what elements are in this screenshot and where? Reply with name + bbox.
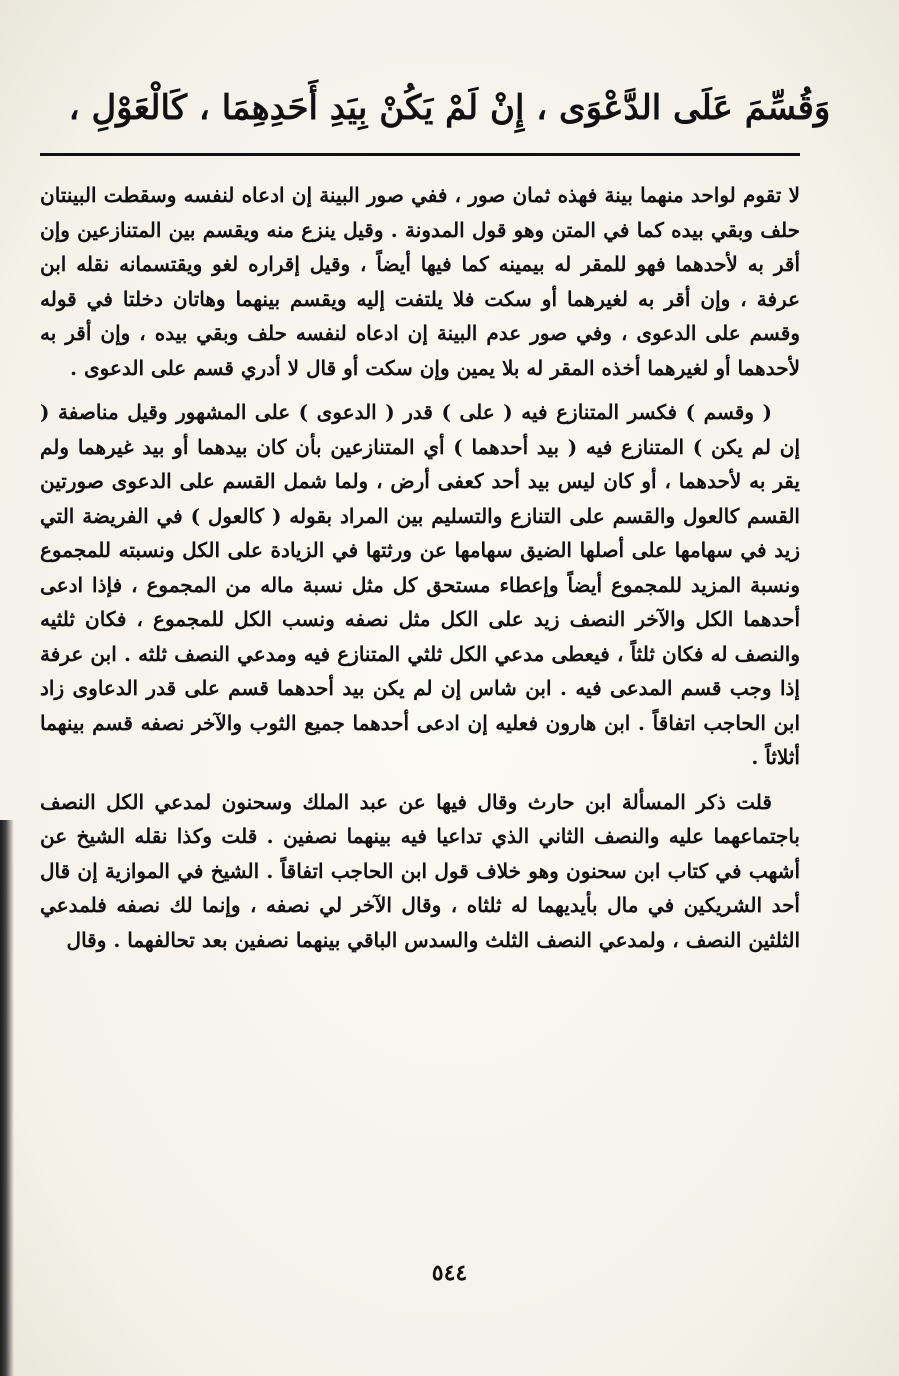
page-number: ٥٤٤ — [431, 1260, 468, 1286]
binding-shadow — [0, 820, 14, 1376]
verse-heading: وَقُسِّمَ عَلَى الدَّعْوَى ، إِنْ لَمْ يَكُنْ بِيَدِ أَحَدِهِمَا ، كَالْعَوْلِ ، — [68, 88, 831, 128]
paragraph-gap — [40, 775, 800, 785]
paragraph-2: ( وقسم ) فكسر المتنازع فيه ( على ) قدر ( الدعوى ) على المشهور وقيل مناصفة ( إن لم يكن ) المتنازع فيه ( بيد أحدهما ) أي المتنازعين بأن كان بيدهما أو بيد غيرهما ولم يقر به لأحدهما ، أو كان ليس بيد أحد كعفى أرض ، ولما شمل القسم على الدعوى صورتين القسم كالعول والقسم على التنازع والتسليم بين المراد بقوله ( كالعول ) في الفريضة التي زيد في سهامها على أصلها الضيق سهامها عن ورثتها في الزيادة على الكل ونسبته للمجموع ونسبة المزيد للمجموع أيضاً وإعطاء مستحق كل مثل نسبة ماله من المجموع ، فإذا ادعى أحدهما الكل والآخر النصف زيد على الكل مثل نصفه ونسب الكل للمجموع ، فكان ثلثيه والنصف له فكان ثلثاً ، فيعطى مدعي الكل ثلثي المتنازع فيه ومدعي النصف ثلثه . ابن عرفة إذا وجب قسم المدعى فيه . ابن شاس إن لم يكن بيد أحدهما قسم على قدر الدعاوى زاد ابن الحاجب اتفاقاً . ابن هارون فعليه إن ادعى أحدهما جميع الثوب والآخر نصفه قسم بينهما أثلاثاً . — [40, 400, 800, 769]
paragraph-1: لا تقوم لواحد منهما بينة فهذه ثمان صور ، ففي صور البينة إن ادعاه لنفسه وسقطت البينتان حلف وبقي بيده كما في المتن وهو قول المدونة . وقيل ينزع منه ويقسم بين المتنازعين وإن أقر به لأحدهما فهو للمقر له بيمينه كما فيها أيضاً ، وقيل إقراره لغو ويقتسمانه نقله ابن عرفة ، وإن أقر به لغيرهما أو سكت فلا يلتفت إليه ويقسم بينهما وهاتان دخلتا في قوله وقسم على الدعوى ، وفي صور عدم البينة إن ادعاه لنفسه حلف وبقي بيده ، وإن أقر به لأحدهما أو لغيرهما أخذه المقر له بلا يمين وإن سكت أو قال لا أدري قسم على الدعوى . — [40, 183, 800, 380]
commentary-text — [40, 178, 800, 957]
header-rule — [40, 153, 800, 156]
paragraph-gap — [40, 385, 800, 395]
paragraph-3: قلت ذكر المسألة ابن حارث وقال فيها عن عبد الملك وسحنون لمدعي الكل النصف باجتماعهما عليه والنصف الثاني الذي تداعيا فيه بينهما نصفين . قلت وكذا نقله الشيخ عن أشهب في كتاب ابن سحنون وهو خلاف قول ابن الحاجب اتفاقاً . الشيخ في الموازية إن قال أحد الشريكين في مال بأيديهما له ثلثاه ، وقال الآخر لي نصفه ، وإنما لك نصفه فلمدعي الثلثين النصف ، ولمدعي النصف الثلث والسدس الباقي بينهما نصفين بعد تحالفهما . وقال — [40, 789, 800, 952]
